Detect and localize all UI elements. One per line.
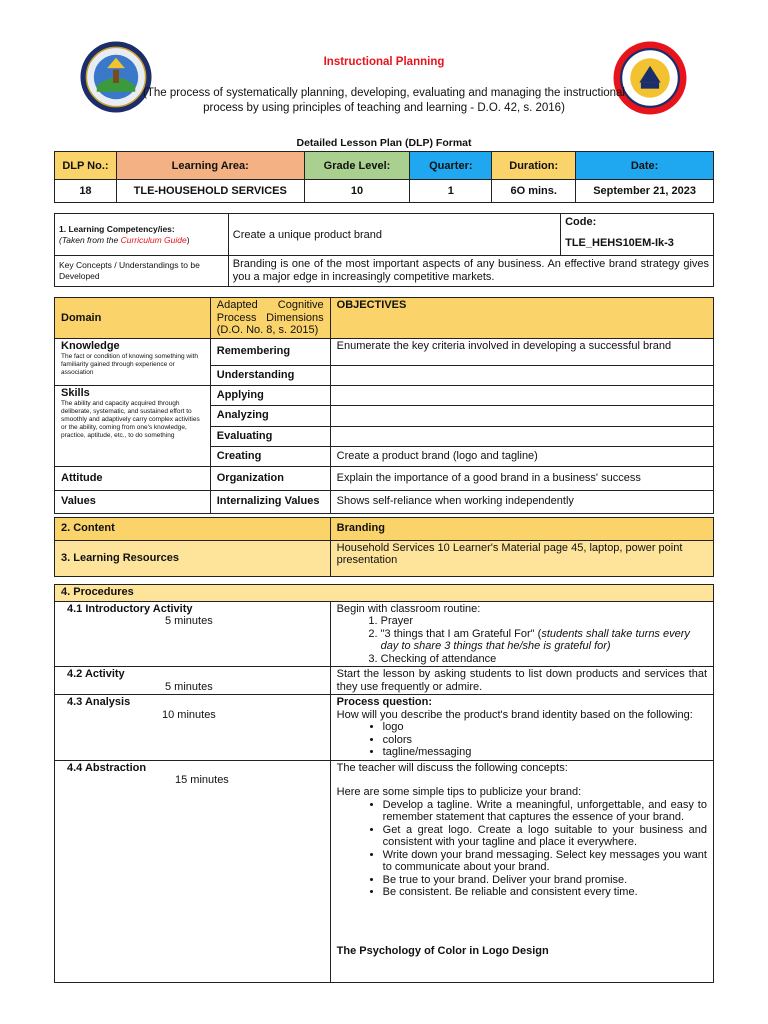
attitude-name: Attitude [55, 466, 211, 490]
objective-analyzing [330, 405, 713, 426]
abstraction-name: 4.4 Abstraction [67, 761, 147, 774]
analysis-bullets [383, 721, 707, 759]
list-item: • Develop a tagline. Write a meaningful, unforgettable, and easy to remember statement that captures the essence of your brand. [383, 799, 707, 824]
duration-value: 6O mins. [492, 180, 576, 203]
dim-understanding: Understanding [210, 365, 330, 385]
list-item: 1. Prayer [381, 615, 707, 628]
intro-routine-list [381, 615, 707, 665]
date-label: Date: [576, 152, 714, 180]
knowledge-desc: The fact or condition of knowing something with familiarity gained through experience or association [61, 353, 198, 376]
activity-name: 4.2 Activity [67, 668, 125, 680]
objectives-table [54, 297, 714, 983]
domain-head: Domain [55, 298, 211, 339]
curriculum-guide-text: Curriculum Guide [120, 234, 187, 245]
date-value: September 21, 2023 [576, 180, 714, 203]
grade-level-label: Grade Level: [304, 152, 410, 180]
list-item: 2. "3 things that I am Grateful For" (students shall take turns every day to share 3 things that he/she is grateful for) [381, 628, 707, 653]
competency-note-pre: (Taken from the [59, 234, 121, 245]
content-label: 2. Content [55, 517, 331, 540]
tips-lead: Here are some simple tips to publicize your brand: [336, 786, 582, 798]
objective-evaluating [330, 426, 713, 446]
abstraction-time: 15 minutes [175, 774, 229, 786]
dim-organization: Organization [210, 466, 330, 490]
dim-remembering: Remembering [210, 338, 330, 365]
analysis-cell [55, 695, 331, 761]
dlp-header-table [54, 151, 714, 203]
content-value: Branding [330, 517, 713, 540]
knowledge-cell [55, 338, 211, 385]
page-subtitle: (The process of systematically planning, developing, evaluating and managing the instructional process by using principles of teaching and learning - D.O. 42, s. 2016) [142, 87, 625, 114]
activity-cell [55, 667, 331, 695]
dim-applying: Applying [210, 385, 330, 405]
code-value: TLE_HEHS10EM-Ik-3 [565, 237, 674, 249]
intro-activity-cell [55, 601, 331, 667]
activity-time: 5 minutes [165, 680, 213, 693]
objectives-head: OBJECTIVES [330, 298, 713, 339]
dim-creating: Creating [210, 446, 330, 466]
dlp-no-value: 18 [55, 180, 117, 203]
list-item: • Be consistent. Be reliable and consistent every time. [383, 886, 707, 899]
quarter-value: 1 [410, 180, 492, 203]
analysis-name: 4.3 Analysis [67, 696, 131, 708]
objective-organization: Explain the importance of a good brand in a business' success [330, 466, 713, 490]
format-title: Detailed Lesson Plan (DLP) Format [296, 137, 472, 149]
procedures-label: 4. Procedures [55, 584, 714, 601]
objective-understanding [330, 365, 713, 385]
objective-applying [330, 385, 713, 405]
competency-table [54, 213, 714, 287]
list-item: • Get a great logo. Create a logo suitable to your business and consistent with your tagline and place it everywhere. [383, 824, 707, 849]
dim-internalizing: Internalizing Values [210, 490, 330, 513]
key-concepts-text: Branding is one of the most important aspects of any business. An effective brand strategy gives you a major edge in increasingly competitive markets. [228, 256, 713, 287]
values-name: Values [55, 490, 211, 513]
tips-list [383, 799, 707, 899]
competency-label: 1. Learning Competency/ies: [59, 223, 175, 234]
skills-name: Skills [61, 386, 90, 399]
list-item: • colors [383, 734, 707, 747]
list-item: • tagline/messaging [383, 746, 707, 759]
resources-label: 3. Learning Resources [55, 540, 331, 576]
skills-cell [55, 385, 211, 466]
intro-activity-time: 5 minutes [165, 615, 213, 627]
competency-label-cell [55, 214, 229, 256]
competency-text: Create a unique product brand [228, 214, 560, 256]
analysis-time: 10 minutes [162, 708, 216, 721]
abstraction-lead: The teacher will discuss the following concepts: [336, 761, 568, 774]
objective-creating: Create a product brand (logo and tagline) [330, 446, 713, 466]
key-concepts-label: Key Concepts / Understandings to be Developed [55, 256, 229, 287]
page-title: Instructional Planning [323, 56, 445, 68]
grade-level-value: 10 [304, 180, 410, 203]
dim-analyzing: Analyzing [210, 405, 330, 426]
learning-area-value: TLE-HOUSEHOLD SERVICES [116, 180, 304, 203]
quarter-label: Quarter: [410, 152, 492, 180]
process-question: How will you describe the product's brand identity based on the following: [336, 708, 693, 721]
competency-note-post: ) [186, 234, 190, 245]
code-label: Code: [565, 216, 597, 228]
dlp-no-label: DLP No.: [55, 152, 117, 180]
process-question-label: Process question: [336, 696, 433, 708]
list-item: • Be true to your brand. Deliver your brand promise. [383, 874, 707, 887]
objective-remembering: Enumerate the key criteria involved in developing a successful brand [330, 338, 713, 365]
list-item: • logo [383, 721, 707, 734]
skills-desc: The ability and capacity acquired through deliberate, systematic, and sustained effort to smoothly and adaptively carry complex activities or the ability, coming from one's knowledge, practice, aptitude, etc., to do something [61, 400, 200, 439]
abstraction-detail [330, 760, 713, 982]
code-cell [561, 214, 714, 256]
adapted-head: Adapted Cognitive Process Dimensions (D.O. No. 8, s. 2015) [210, 298, 330, 339]
resources-value: Household Services 10 Learner's Material page 45, laptop, power point presentation [330, 540, 713, 576]
learning-area-label: Learning Area: [116, 152, 304, 180]
abstraction-cell [55, 760, 331, 982]
intro-activity-detail [330, 601, 713, 667]
list-item: 3. Checking of attendance [381, 653, 707, 666]
knowledge-name: Knowledge [61, 339, 120, 352]
duration-label: Duration: [492, 152, 576, 180]
intro-activity-name: 4.1 Introductory Activity [67, 602, 193, 615]
list-item: • Write down your brand messaging. Select key messages you want to communicate about your brand. [383, 849, 707, 874]
psychology-of-color-title: The Psychology of Color in Logo Design [336, 944, 549, 957]
objective-internalizing: Shows self-reliance when working independently [330, 490, 713, 513]
analysis-detail [330, 695, 713, 761]
dim-evaluating: Evaluating [210, 426, 330, 446]
intro-lead: Begin with classroom routine: [336, 602, 481, 615]
activity-text: Start the lesson by asking students to list down products and services that they use frequently or admire. [330, 667, 713, 695]
